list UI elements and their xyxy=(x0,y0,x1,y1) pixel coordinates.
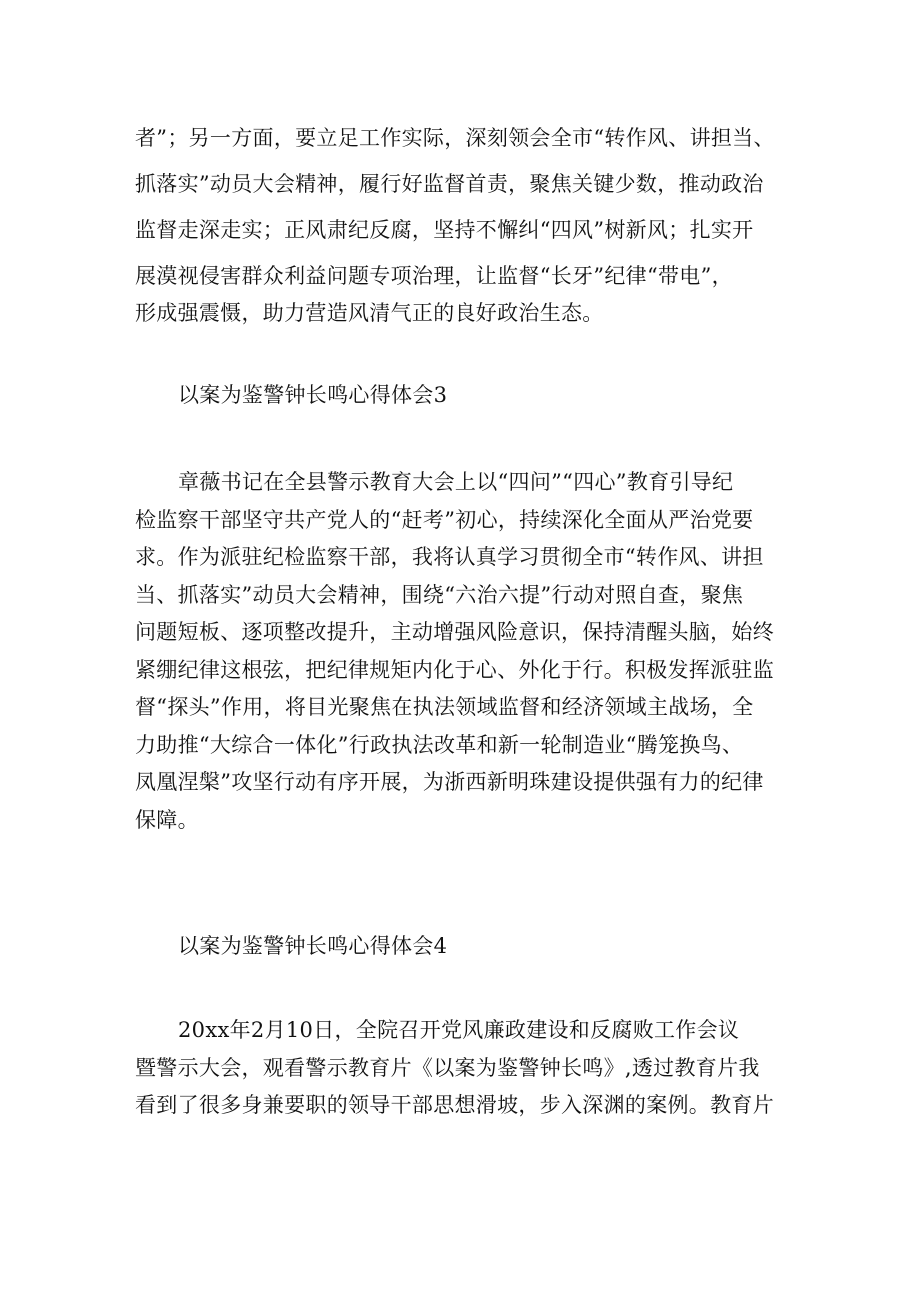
paragraph-3-line-2: 暨警示大会，观看警示教育片《以案为鉴警钟长鸣》,透过教育片我 xyxy=(135,1056,760,1080)
paragraph-2-line-1: 章薇书记在全县警示教育大会上以“四问”“四心”教育引导纪 xyxy=(178,470,734,494)
section-heading-3: 以案为鉴警钟长鸣心得体会3 xyxy=(178,383,448,407)
paragraph-1-line-5: 形成强震慑，助力营造风清气正的良好政治生态。 xyxy=(135,301,604,325)
paragraph-2-line-10: 保障。 xyxy=(135,808,199,832)
paragraph-2-line-7: 督“探头”作用，将目光聚焦在执法领域监督和经济领域主战场，全 xyxy=(135,695,754,719)
paragraph-2-line-3: 求。作为派驻纪检监察干部，我将认真学习贯彻全市“转作风、讲担 xyxy=(135,545,764,569)
paragraph-2-line-9: 凤凰涅槃”攻坚行动有序开展，为浙西新明珠建设提供强有力的纪律 xyxy=(135,770,764,794)
paragraph-2-line-4: 当、抓落实”动员大会精神，围绕“六治六提”行动对照自查，聚焦 xyxy=(135,583,744,607)
paragraph-1-line-4: 展漠视侵害群众利益问题专项治理，让监督“长牙”纪律“带电”， xyxy=(135,264,733,288)
paragraph-2-line-8: 力助推“大综合一体化”行政执法改革和新一轮制造业“腾笼换鸟、 xyxy=(135,733,744,757)
paragraph-2-line-6: 紧绷纪律这根弦，把纪律规矩内化于心、外化于行。积极发挥派驻监 xyxy=(135,658,774,682)
paragraph-1-line-3: 监督走深走实；正风肃纪反腐，坚持不懈纠“四风”树新风；扎实开 xyxy=(135,218,754,242)
paragraph-1-line-2: 抓落实”动员大会精神，履行好监督首责，聚焦关键少数，推动政治 xyxy=(135,172,764,196)
paragraph-2-line-2: 检监察干部坚守共产党人的“赶考”初心，持续深化全面从严治党要 xyxy=(135,508,754,532)
paragraph-3-line-3: 看到了很多身兼要职的领导干部思想滑坡，步入深渊的案例。教育片 xyxy=(135,1093,774,1117)
paragraph-3-line-1: 20xx年2月10日，全院召开党风廉政建设和反腐败工作会议 xyxy=(178,1018,740,1042)
section-heading-4: 以案为鉴警钟长鸣心得体会4 xyxy=(178,934,448,958)
paragraph-2-line-5: 问题短板、逐项整改提升，主动增强风险意识，保持清醒头脑，始终 xyxy=(135,620,774,644)
paragraph-1-line-1: 者”；另一方面，要立足工作实际，深刻领会全市“转作风、讲担当、 xyxy=(135,126,775,150)
